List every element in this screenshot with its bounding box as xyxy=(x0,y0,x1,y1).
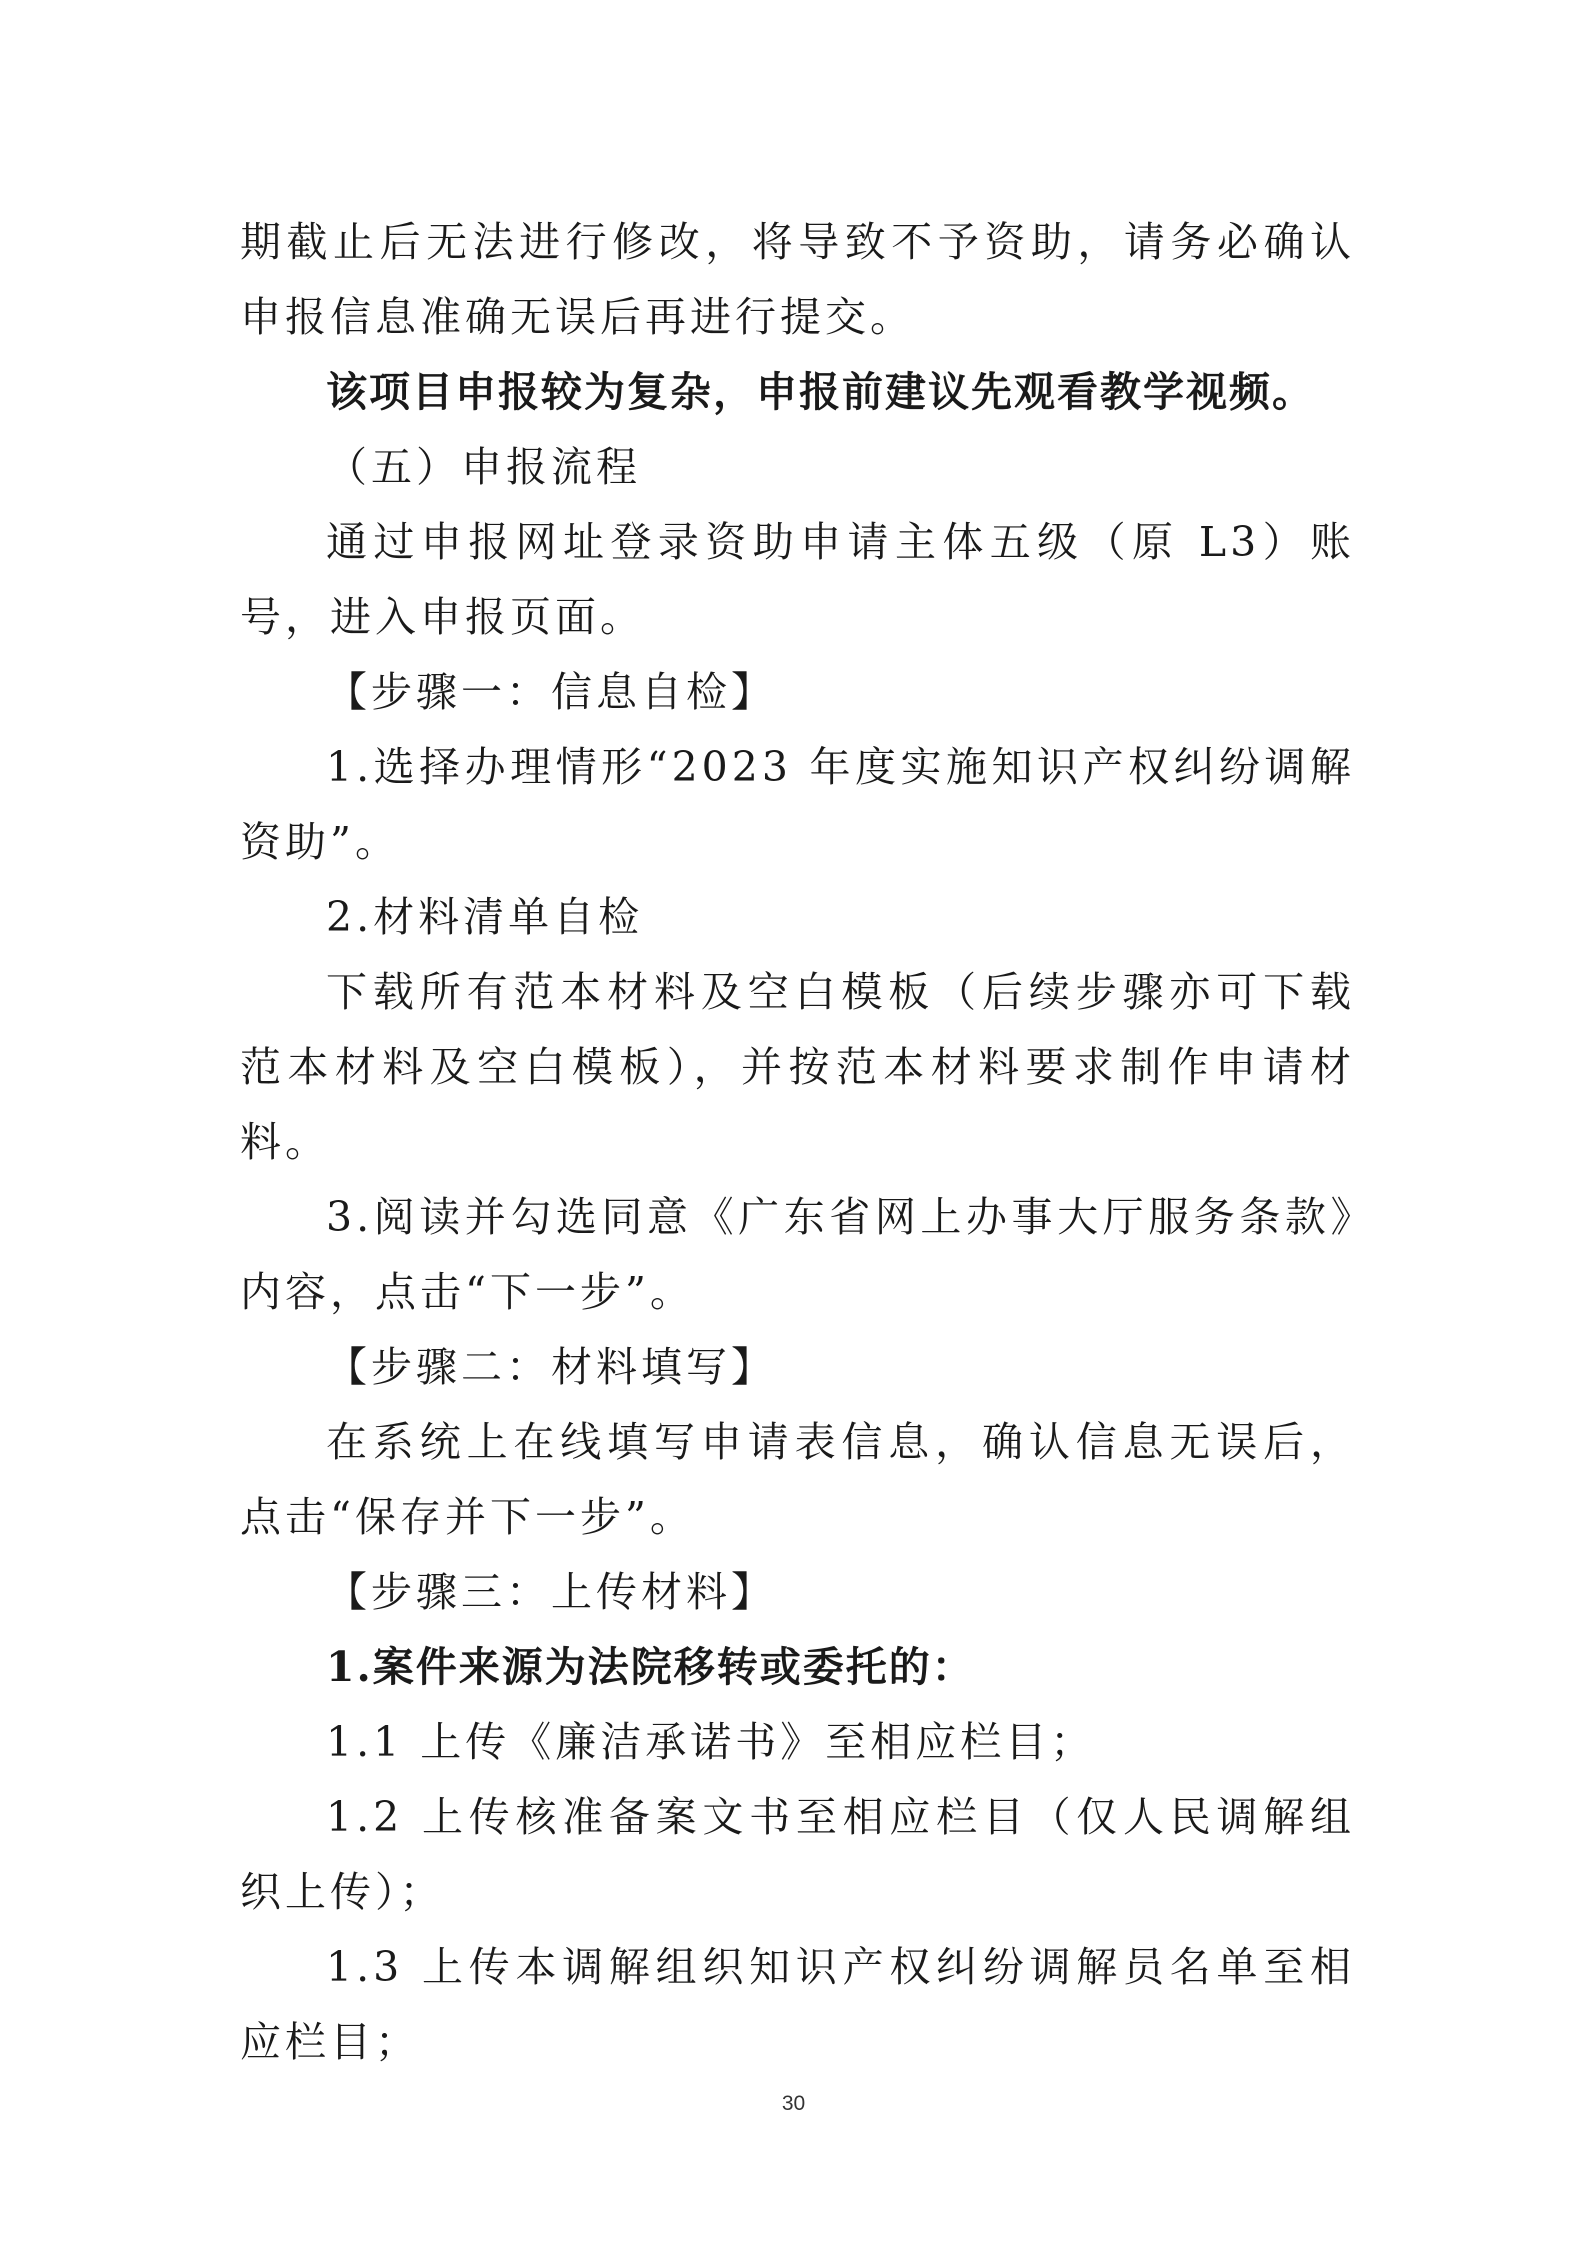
case-source-heading: 1.案件来源为法院移转或委托的： xyxy=(326,1643,975,1691)
step-one-item-2: 2.材料清单自检 xyxy=(326,893,644,941)
step-two-heading: 【步骤二：材料填写】 xyxy=(326,1343,776,1391)
upload-item-1-3: 1.3 上传本调解组织知识产权纠纷调解员名单至相应栏目； xyxy=(240,1943,1355,2066)
step-one-heading: 【步骤一：信息自检】 xyxy=(326,668,776,716)
upload-item-1-1: 1.1 上传《廉洁承诺书》至相应栏目； xyxy=(326,1718,1096,1766)
paragraph-deadline-note: 期截止后无法进行修改，将导致不予资助，请务必确认申报信息准确无误后再进行提交。 xyxy=(240,218,1355,341)
page-body xyxy=(240,205,1355,2080)
paragraph-download-templates: 下载所有范本材料及空白模板（后续步骤亦可下载范本材料及空白模板），并按范本材料要求制作申请材料。 xyxy=(240,968,1355,1166)
upload-item-1-2: 1.2 上传核准备案文书至相应栏目（仅人民调解组织上传）； xyxy=(240,1793,1355,1916)
step-one-item-1: 1.选择办理情形“2023 年度实施知识产权纠纷调解资助”。 xyxy=(240,743,1355,866)
paragraph-fill-form: 在系统上在线填写申请表信息，确认信息无误后，点击“保存并下一步”。 xyxy=(240,1418,1355,1541)
paragraph-video-advice: 该项目申报较为复杂，申报前建议先观看教学视频。 xyxy=(326,368,1315,416)
step-one-item-3: 3.阅读并勾选同意《广东省网上办事大厅服务条款》内容，点击“下一步”。 xyxy=(240,1193,1355,1316)
step-three-heading: 【步骤三：上传材料】 xyxy=(326,1568,776,1616)
paragraph-login-instructions: 通过申报网址登录资助申请主体五级（原 L3）账号，进入申报页面。 xyxy=(240,518,1355,641)
section-heading-application-process: （五）申报流程 xyxy=(326,443,641,491)
page-number: 30 xyxy=(781,2092,806,2115)
